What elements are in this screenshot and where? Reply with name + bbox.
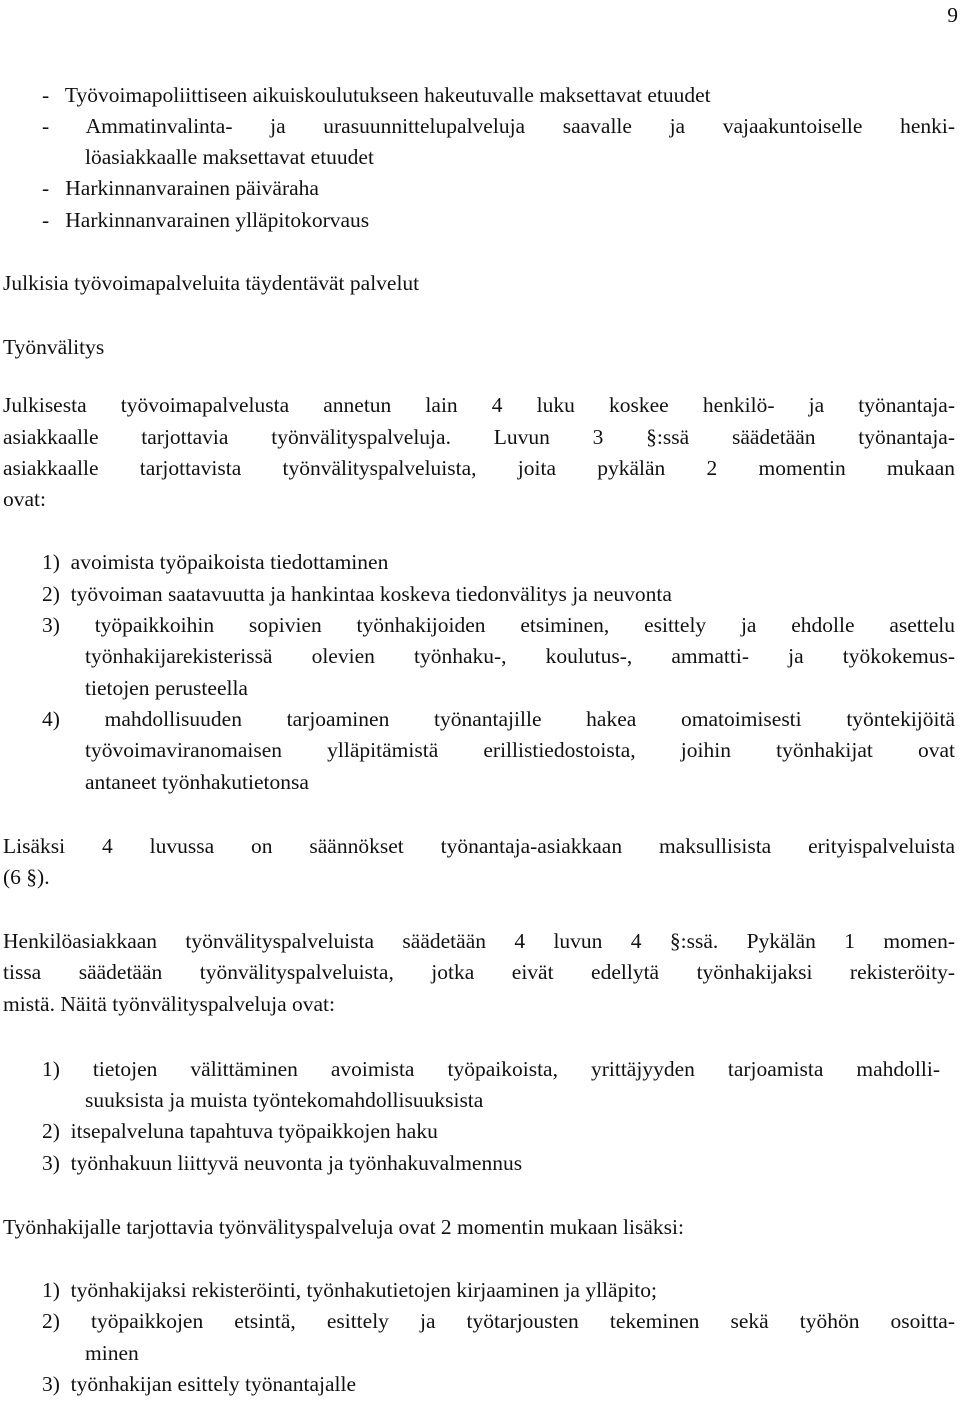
page-number: 9: [947, 3, 958, 27]
text-line: - Työvoimapoliittiseen aikuiskoulutukseen hakeutuvalle maksettavat etuudet: [42, 83, 711, 107]
text-line: antaneet työnhakutietonsa: [85, 770, 309, 794]
text-line: 2) työvoiman saatavuutta ja hankintaa koskeva tiedonvälitys ja neuvonta: [42, 582, 672, 606]
text-line: Henkilöasiakkaan työnvälityspalveluista säädetään 4 luvun 4 §:ssä. Pykälän 1 momen-: [3, 929, 955, 953]
text-line: - Ammatinvalinta- ja urasuunnittelupalveluja saavalle ja vajaakuntoiselle henki-: [42, 114, 955, 138]
text-line: työnhakijarekisterissä olevien työnhaku-, koulutus-, ammatti- ja työkokemus-: [85, 644, 955, 668]
text-line: 3) työnhakijan esittely työnantajalle: [42, 1372, 357, 1396]
text-line: 3) työpaikkoihin sopivien työnhakijoiden etsiminen, esittely ja ehdolle asettelu: [42, 613, 955, 637]
text-line: ovat:: [3, 487, 46, 511]
text-line: 1) työnhakijaksi rekisteröinti, työnhakutietojen kirjaaminen ja ylläpito;: [42, 1278, 657, 1302]
text-line: suuksista ja muista työntekomahdollisuuksista: [85, 1088, 484, 1112]
text-line: asiakkaalle tarjottavia työnvälityspalveluja. Luvun 3 §:ssä säädetään työnantaja-: [3, 425, 955, 449]
text-line: Työnvälitys: [3, 335, 105, 359]
text-line: - Harkinnanvarainen päiväraha: [42, 176, 319, 200]
text-line: 1) tietojen välittäminen avoimista työpaikoista, yrittäjyyden tarjoamista mahdolli-: [42, 1057, 940, 1081]
text-line: tietojen perusteella: [85, 676, 248, 700]
text-line: 2) itsepalveluna tapahtuva työpaikkojen haku: [42, 1119, 438, 1143]
text-line: minen: [85, 1341, 139, 1365]
text-line: (6 §).: [3, 865, 50, 889]
text-line: Julkisesta työvoimapalvelusta annetun lain 4 luku koskee henkilö- ja työnantaja-: [3, 393, 955, 417]
text-line: tissa säädetään työnvälityspalveluista, jotka eivät edellytä työnhakijaksi rekisteröity-: [3, 960, 955, 984]
text-line: 1) avoimista työpaikoista tiedottaminen: [42, 550, 389, 574]
text-line: Työnhakijalle tarjottavia työnvälityspalveluja ovat 2 momentin mukaan lisäksi:: [3, 1215, 684, 1239]
text-line: 4) mahdollisuuden tarjoaminen työnantajille hakea omatoimisesti työntekijöitä: [42, 707, 955, 731]
text-line: 2) työpaikkojen etsintä, esittely ja työtarjousten tekeminen sekä työhön osoitta-: [42, 1309, 955, 1333]
text-line: työvoimaviranomaisen ylläpitämistä erillistiedostoista, joihin työnhakijat ovat: [85, 738, 955, 762]
text-line: 3) työnhakuun liittyvä neuvonta ja työnhakuvalmennus: [42, 1151, 523, 1175]
text-line: mistä. Näitä työnvälityspalveluja ovat:: [3, 992, 335, 1016]
text-line: Julkisia työvoimapalveluita täydentävät palvelut: [3, 271, 420, 295]
text-line: Lisäksi 4 luvussa on säännökset työnantaja-asiakkaan maksullisista erityispalveluista: [3, 834, 955, 858]
text-line: asiakkaalle tarjottavista työnvälityspalveluista, joita pykälän 2 momentin mukaan: [3, 456, 955, 480]
text-line: löasiakkaalle maksettavat etuudet: [85, 145, 374, 169]
text-line: - Harkinnanvarainen ylläpitokorvaus: [42, 208, 370, 232]
